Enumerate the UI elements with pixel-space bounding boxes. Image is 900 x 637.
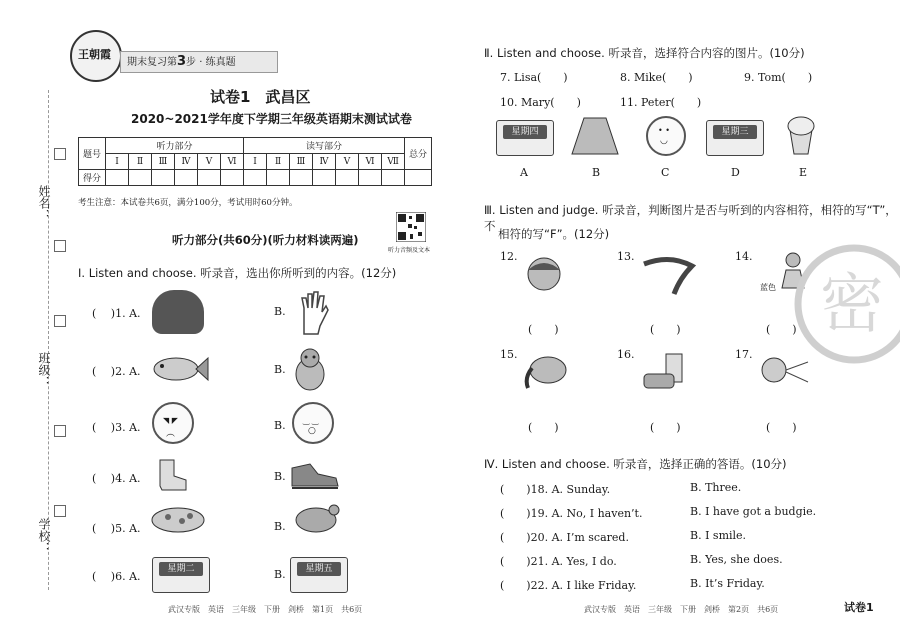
- qr-code-icon[interactable]: [396, 212, 426, 242]
- ice-cream-picture: [784, 114, 818, 156]
- binding-line: [48, 90, 49, 590]
- score-cell[interactable]: [175, 170, 198, 186]
- q19-label: ( )19. A. No, I haven’t.: [500, 507, 643, 520]
- q10-label: 10. Mary( ): [500, 96, 581, 109]
- score-cell[interactable]: [313, 170, 336, 186]
- score-col: Ⅳ: [313, 154, 336, 170]
- confidential-stamp-icon: [790, 244, 900, 364]
- exam-title: 试卷1 武昌区: [210, 88, 311, 106]
- q8-label: 8. Mike( ): [620, 71, 693, 84]
- q21-label: ( )21. A. Yes, I do.: [500, 555, 617, 568]
- q12-label: 12.: [500, 250, 518, 263]
- q13-answer-blank[interactable]: ( ): [650, 323, 681, 336]
- q22-label: ( )22. A. I like Friday.: [500, 579, 637, 592]
- q16-label: 16.: [617, 348, 635, 361]
- banner: [120, 51, 278, 73]
- shrimp-picture: [640, 254, 700, 300]
- footer-left: 武汉专版 英语 三年级 下册 剑桥 第1页 共6页: [168, 605, 363, 614]
- qr-caption: 听力音频及文本: [388, 247, 431, 254]
- listening-header: 听力部分(共60分)(听力材料读两遍): [172, 233, 359, 247]
- q18-label: ( )18. A. Sunday.: [500, 483, 611, 496]
- calendar-text: 星期三: [713, 125, 757, 139]
- q1-label: ( )1. A.: [92, 307, 141, 320]
- score-col: Ⅵ: [359, 154, 382, 170]
- score-listening-head: 听力部分: [106, 138, 244, 154]
- q3-b-label: B.: [274, 419, 286, 432]
- option-label: C: [661, 166, 670, 179]
- score-cell[interactable]: [405, 170, 432, 186]
- score-cell[interactable]: [359, 170, 382, 186]
- section2-title: Ⅱ. Listen and choose. 听录音，选择符合内容的图片。(10分): [484, 46, 805, 60]
- shoe-picture: [288, 458, 340, 492]
- q20-b: B. I smile.: [690, 529, 747, 542]
- sock-picture: [152, 458, 192, 492]
- banner-text: 期末复习第: [127, 57, 177, 68]
- elephant-picture: [520, 350, 570, 392]
- q14-answer-blank[interactable]: ( ): [766, 323, 797, 336]
- chicken-picture: [290, 500, 344, 536]
- q1-b-label: B.: [274, 305, 286, 318]
- class-label: 班级：: [37, 352, 51, 388]
- pirate-girl-picture: [520, 252, 568, 302]
- calendar-thursday-picture: [496, 120, 554, 156]
- score-cell[interactable]: [267, 170, 290, 186]
- q2-label: ( )2. A.: [92, 365, 141, 378]
- section1-title: Ⅰ. Listen and choose. 听录音，选出你所听到的内容。(12分): [78, 266, 397, 280]
- q3-label: ( )3. A.: [92, 421, 141, 434]
- score-cell[interactable]: [290, 170, 313, 186]
- score-table: [78, 137, 432, 186]
- q11-label: 11. Peter( ): [620, 96, 702, 109]
- calendar-wednesday-picture: [706, 120, 764, 156]
- score-cell[interactable]: [198, 170, 221, 186]
- milk-bread-picture: [640, 350, 690, 392]
- q5-label: ( )5. A.: [92, 522, 141, 535]
- q17-answer-blank[interactable]: ( ): [766, 421, 797, 434]
- q13-label: 13.: [617, 250, 635, 263]
- binding-marker: [54, 148, 66, 160]
- q19-b: B. I have got a budgie.: [690, 505, 817, 518]
- calendar-text: 星期五: [297, 562, 341, 576]
- hamster-picture: [292, 346, 328, 392]
- footer-right: 武汉专版 英语 三年级 下册 剑桥 第2页 共6页: [584, 605, 779, 614]
- q6-label: ( )6. A.: [92, 570, 141, 583]
- score-col: Ⅲ: [290, 154, 313, 170]
- score-cell[interactable]: [382, 170, 405, 186]
- stamp-text: 密: [820, 268, 884, 342]
- q12-answer-blank[interactable]: ( ): [528, 323, 559, 336]
- option-label: D: [731, 166, 740, 179]
- option-label: B: [592, 166, 601, 179]
- fish-picture: [150, 352, 210, 386]
- score-cell[interactable]: [336, 170, 359, 186]
- binding-marker: [54, 315, 66, 327]
- surprised-face-picture: ‿ ‿ ○: [292, 402, 334, 444]
- score-row-head: 题号: [79, 138, 106, 170]
- q17-label: 17.: [735, 348, 753, 361]
- score-col: Ⅰ: [244, 154, 267, 170]
- exam-note: 考生注意：本试卷共6页，满分100分，考试用时60分钟。: [78, 198, 298, 208]
- q20-label: ( )20. A. I’m scared.: [500, 531, 629, 544]
- score-cell[interactable]: [221, 170, 244, 186]
- paper-tag: 试卷1: [844, 601, 874, 614]
- q5-b-label: B.: [274, 520, 286, 533]
- q14-label: 14.: [735, 250, 753, 263]
- binding-marker: [54, 240, 66, 252]
- score-reading-head: 读写部分: [244, 138, 405, 154]
- hair-picture: [152, 290, 204, 334]
- name-label: 姓名：: [37, 185, 51, 221]
- option-label: A: [520, 166, 528, 179]
- angry-face-picture: ◥ ◤ ︵: [152, 402, 194, 444]
- score-col: Ⅰ: [106, 154, 129, 170]
- score-row-head: 得分: [79, 170, 106, 186]
- q16-answer-blank[interactable]: ( ): [650, 421, 681, 434]
- school-label: 学校：: [37, 518, 51, 554]
- score-col: Ⅵ: [221, 154, 244, 170]
- calendar-text: 星期四: [503, 125, 547, 139]
- exam-subtitle: 2020~2021学年度下学期三年级英语期末测试试卷: [131, 112, 412, 126]
- q6-b-label: B.: [274, 568, 286, 581]
- q22-b: B. It’s Friday.: [690, 577, 765, 590]
- option-label: E: [799, 166, 808, 179]
- pizza-picture: [150, 505, 206, 535]
- binding-marker: [54, 505, 66, 517]
- calendar-friday-picture: [290, 557, 348, 593]
- section4-title: Ⅳ. Listen and choose. 听录音，选择正确的答语。(10分): [484, 457, 787, 471]
- banner-step: 3: [177, 54, 187, 69]
- banner-tail: 步 · 练真题: [186, 57, 236, 68]
- q2-b-label: B.: [274, 363, 286, 376]
- section3-title: Ⅲ. Listen and judge. 听录音，判断图片是否与听到的内容相符，相符的写“T”，不: [484, 203, 897, 233]
- q15-label: 15.: [500, 348, 518, 361]
- calendar-tuesday-picture: [152, 557, 210, 593]
- score-total-head: 总分: [405, 138, 432, 170]
- score-cell[interactable]: [244, 170, 267, 186]
- q7-label: 7. Lisa( ): [500, 71, 568, 84]
- hand-picture: [296, 288, 330, 336]
- score-col: Ⅶ: [382, 154, 405, 170]
- q4-b-label: B.: [274, 470, 286, 483]
- score-col: Ⅲ: [152, 154, 175, 170]
- score-col: Ⅱ: [129, 154, 152, 170]
- q4-label: ( )4. A.: [92, 472, 141, 485]
- calendar-text: 星期二: [159, 562, 203, 576]
- score-cell[interactable]: [129, 170, 152, 186]
- score-col: Ⅴ: [198, 154, 221, 170]
- skirt-picture: [570, 114, 620, 158]
- q18-b: B. Three.: [690, 481, 742, 494]
- happy-face-picture: • • ◡: [646, 116, 686, 156]
- binding-marker: [54, 425, 66, 437]
- q15-answer-blank[interactable]: ( ): [528, 421, 559, 434]
- section3-title-cont: 相符的写“F”。(12分): [498, 227, 610, 241]
- color-word: 蓝色: [760, 283, 776, 292]
- brand-logo-text: 王朝霞: [78, 48, 111, 61]
- score-cell[interactable]: [106, 170, 129, 186]
- score-col: Ⅴ: [336, 154, 359, 170]
- q21-b: B. Yes, she does.: [690, 553, 783, 566]
- q9-label: 9. Tom( ): [744, 71, 813, 84]
- score-col: Ⅱ: [267, 154, 290, 170]
- score-col: Ⅳ: [175, 154, 198, 170]
- score-cell[interactable]: [152, 170, 175, 186]
- brand-logo: [70, 30, 122, 82]
